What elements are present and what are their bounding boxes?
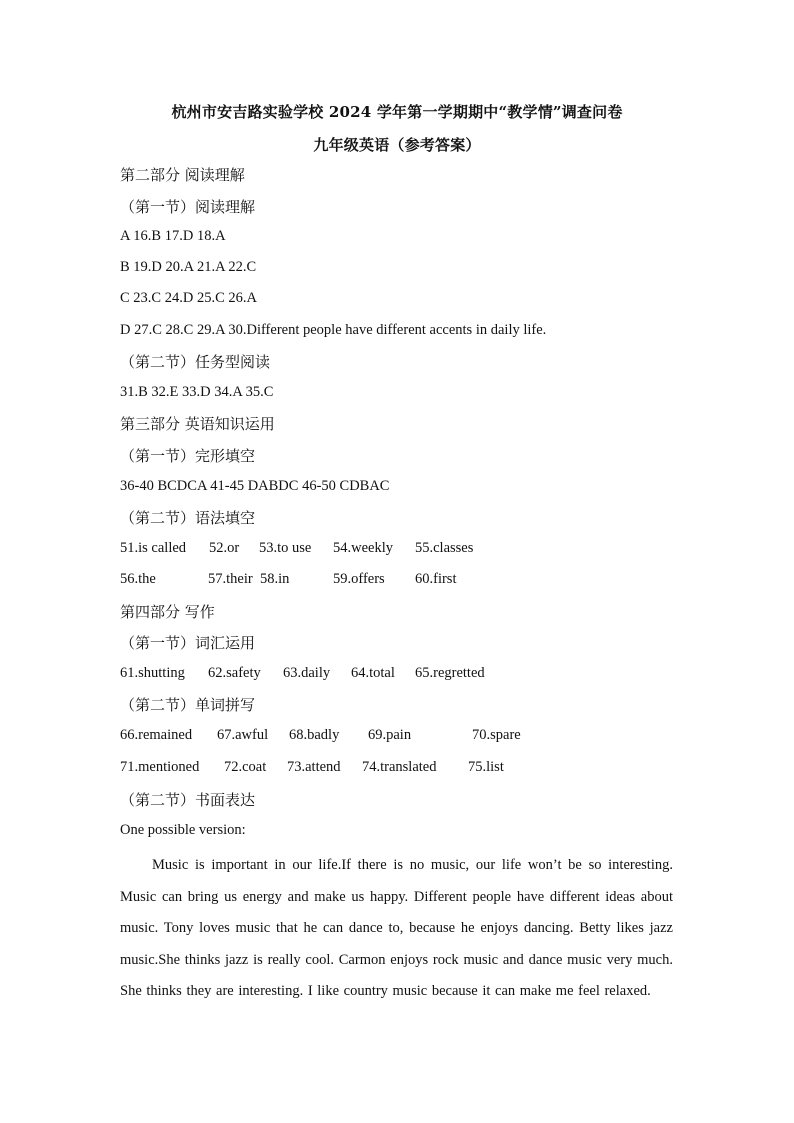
answer-56: 56.the [120, 571, 156, 587]
answer-66: 66.remained [120, 727, 193, 743]
document-title: 杭州市安吉路实验学校 2024 学年第一学期期中“教学情”调查问卷 [171, 103, 623, 121]
part3-section1-heading: （第一节）完形填空 [120, 447, 256, 465]
answer-70: 70.spare [472, 727, 521, 743]
answer-52: 52.or [209, 540, 240, 556]
answer-row-c: C 23.C 24.D 25.C 26.A [120, 290, 257, 306]
answer-54: 54.weekly [333, 540, 393, 556]
answer-75: 75.list [468, 759, 504, 775]
document-subtitle: 九年级英语（参考答案） [313, 136, 481, 154]
answer-73: 73.attend [287, 759, 341, 775]
answer-row-cloze: 36-40 BCDCA 41-45 DABDC 46-50 CDBAC [120, 478, 390, 494]
answer-62: 62.safety [208, 665, 261, 681]
answer-row-b: B 19.D 20.A 21.A 22.C [120, 259, 257, 275]
answer-69: 69.pain [368, 727, 412, 743]
answer-71: 71.mentioned [120, 759, 200, 775]
answer-55: 55.classes [415, 540, 474, 556]
part3-section2-heading: （第二节）语法填空 [120, 509, 256, 527]
part2-section1-heading: （第一节）阅读理解 [120, 198, 256, 216]
answer-row-a: A 16.B 17.D 18.A [120, 228, 226, 244]
answer-65: 65.regretted [415, 665, 485, 681]
answer-53: 53.to use [259, 540, 312, 556]
part4-section2-heading: （第二节）单词拼写 [120, 696, 256, 714]
answer-51: 51.is called [120, 540, 187, 556]
answer-61: 61.shutting [120, 665, 185, 681]
answer-64: 64.total [351, 665, 395, 681]
answer-58: 58.in [260, 571, 290, 587]
answer-72: 72.coat [224, 759, 267, 775]
part2-heading: 第二部分 阅读理解 [120, 166, 245, 184]
part4-section3-heading: （第二节）书面表达 [120, 791, 256, 809]
part4-heading: 第四部分 写作 [120, 603, 215, 621]
answer-57: 57.their [208, 571, 253, 587]
answer-67: 67.awful [217, 727, 269, 743]
part4-section1-heading: （第一节）词汇运用 [120, 634, 256, 652]
part3-heading: 第三部分 英语知识运用 [120, 415, 275, 433]
answer-63: 63.daily [283, 665, 331, 681]
model-essay: Music is important in our life.If there is no music, our life won’t be so interesting. Music can bring us energy and make us happy. Different people have different ideas about music. Tony loves music that he can dance to, because he enjoys dancing. Betty likes jazz music.She thinks jazz is really cool. Carmon enjoys rock music and dance music very much. She thinks they are interesting. I like country music because it can make me feel relaxed. [120, 857, 673, 999]
answer-60: 60.first [415, 571, 457, 587]
answer-68: 68.badly [289, 727, 340, 743]
answer-59: 59.offers [333, 571, 385, 587]
answer-74: 74.translated [362, 759, 437, 775]
essay-intro: One possible version: [120, 822, 246, 838]
part2-section2-heading: （第二节）任务型阅读 [120, 353, 271, 371]
answer-row-d: D 27.C 28.C 29.A 30.Different people have different accents in daily life. [120, 322, 547, 338]
answer-row-task-reading: 31.B 32.E 33.D 34.A 35.C [120, 384, 274, 400]
